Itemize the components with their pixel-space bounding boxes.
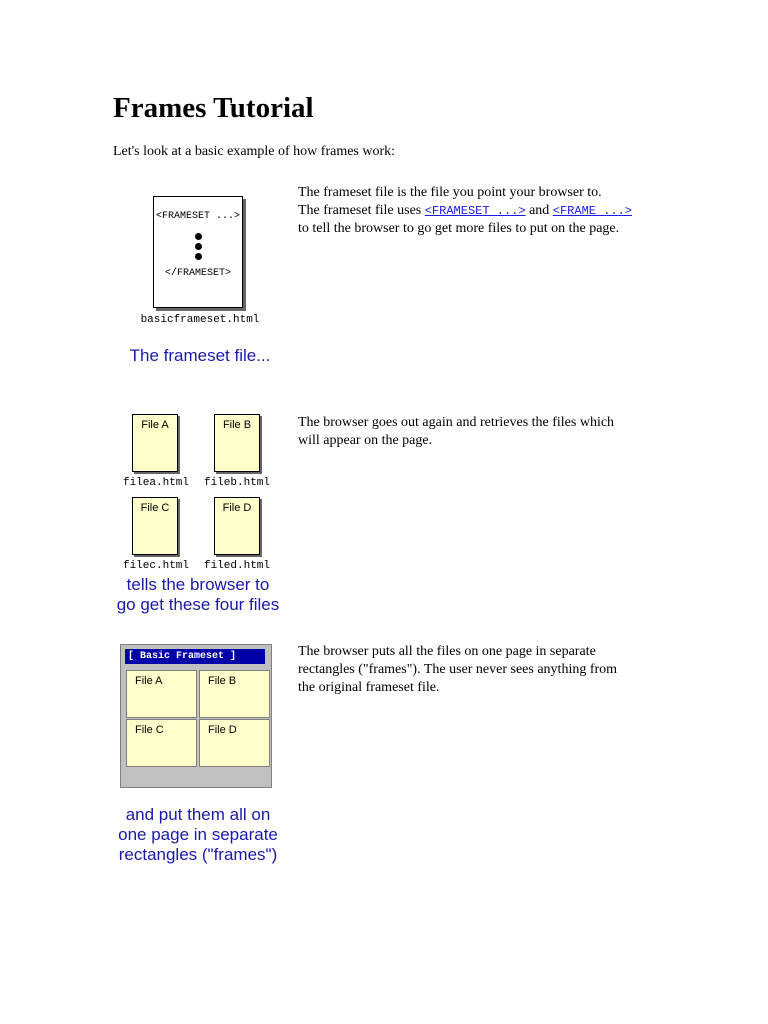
- section3-line2: rectangles ("frames"). The user never sees anything from: [298, 662, 618, 677]
- window-title-bar: [ Basic Frameset ]: [125, 649, 265, 664]
- section2-paragraph: [298, 414, 718, 450]
- frame-a-label: File A: [135, 675, 163, 687]
- section3-line3: the original frameset file.: [298, 680, 440, 695]
- file-a-document-icon: [132, 414, 178, 472]
- frame-pane-c: [126, 719, 197, 767]
- frame-d-label: File D: [208, 724, 237, 736]
- section1-line3: to tell the browser to go get more files to put on the page.: [298, 221, 620, 236]
- section1-line2-text: The frameset file uses: [298, 203, 425, 218]
- frameset-tag-link[interactable]: <FRAMESET ...>: [424, 204, 526, 218]
- frame-tag-link[interactable]: <FRAME ...>: [552, 204, 632, 218]
- frameset-close-tag: </FRAMESET>: [164, 268, 231, 279]
- frames-caption-line1: and put them all on: [125, 805, 271, 824]
- frames-caption-line3: rectangles ("frames"): [118, 845, 278, 864]
- frame-pane-a: [126, 670, 197, 718]
- section3-paragraph: [298, 643, 718, 697]
- section2-line2: will appear on the page.: [298, 433, 433, 448]
- frame-c-label: File C: [135, 724, 164, 736]
- file-c-label: File C: [140, 502, 170, 514]
- frameset-open-tag: <FRAMESET ...>: [155, 211, 240, 222]
- file-a-filename: filea.html: [122, 477, 189, 489]
- file-a-label: File A: [141, 419, 169, 431]
- frame-b-label: File B: [208, 675, 237, 687]
- frames-caption-line2: one page in separate: [118, 825, 278, 844]
- ellipsis-dot: [195, 253, 202, 260]
- section2-line1: The browser goes out again and retrieves the files which: [298, 415, 615, 430]
- files-caption-line1: tells the browser to: [126, 575, 270, 594]
- frameset-filename: basicframeset.html: [140, 314, 260, 326]
- file-b-document-icon: [214, 414, 260, 472]
- section1-line2: [298, 202, 718, 220]
- file-d-filename: filed.html: [203, 560, 270, 572]
- file-b-label: File B: [222, 419, 252, 431]
- file-c-document-icon: [132, 497, 178, 555]
- intro-text: Let's look at a basic example of how frames work:: [113, 144, 396, 159]
- frames-caption: [100, 805, 296, 865]
- files-caption: [100, 575, 296, 615]
- ellipsis-dot: [195, 233, 202, 240]
- frame-pane-b: [199, 670, 270, 718]
- file-d-document-icon: [214, 497, 260, 555]
- files-caption-line2: go get these four files: [116, 595, 280, 614]
- file-d-label: File D: [222, 502, 252, 514]
- file-b-filename: fileb.html: [203, 477, 270, 489]
- page-title: Frames Tutorial: [113, 92, 314, 124]
- frameset-document-icon: [153, 196, 243, 308]
- section1-line1: The frameset file is the file you point your browser to.: [298, 185, 602, 200]
- section1-paragraph: [298, 184, 718, 238]
- section3-line1: The browser puts all the files on one page in separate: [298, 644, 596, 659]
- file-c-filename: filec.html: [122, 560, 189, 572]
- frameset-caption: The frameset file...: [129, 346, 271, 365]
- section1-line2-and: and: [525, 203, 553, 218]
- frame-pane-d: [199, 719, 270, 767]
- ellipsis-dot: [195, 243, 202, 250]
- browser-window-illustration: [120, 644, 272, 788]
